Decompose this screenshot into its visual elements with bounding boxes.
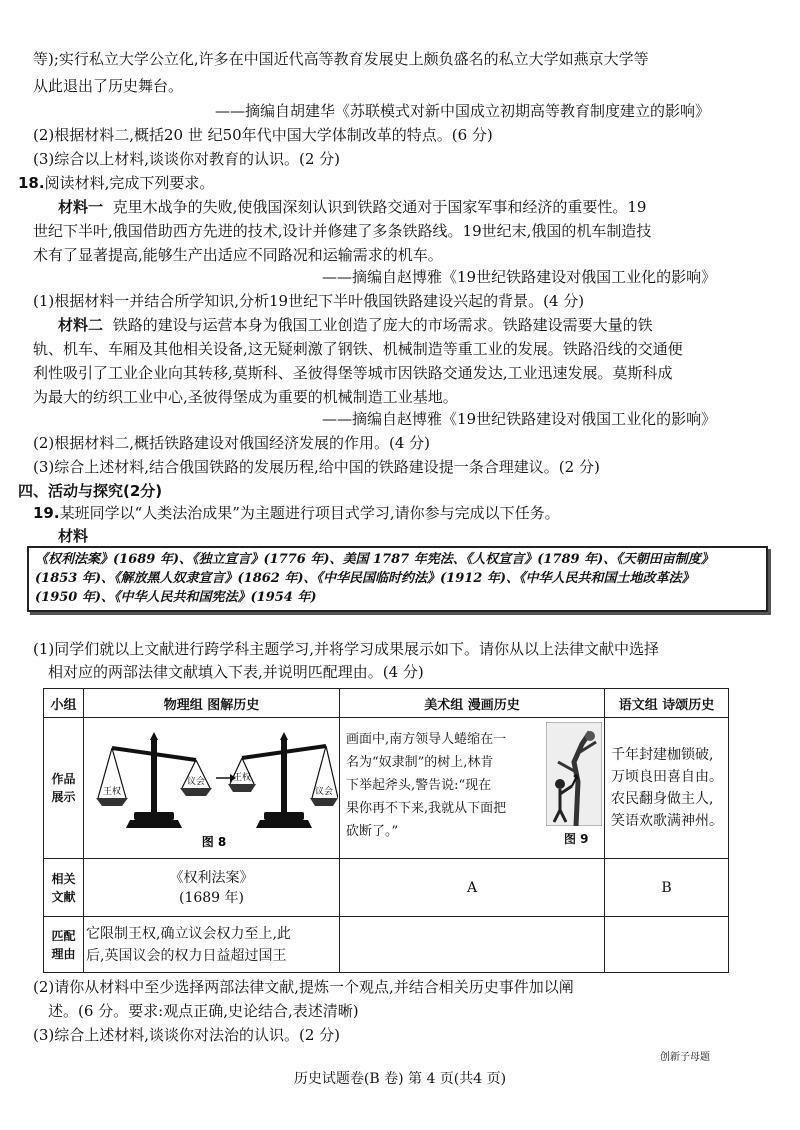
figure-9-caption: 图 9 (564, 832, 589, 846)
question-text: 相对应的两部法律文献填入下表,并说明匹配理由。(4 分) (48, 663, 424, 681)
material-label: 材料 (58, 527, 89, 545)
material-label: 材料二 (58, 316, 104, 334)
question-text: (1)根据材料一并结合所学知识,分析19世纪下半叶俄国铁路建设兴起的背景。(4 分) (33, 292, 585, 310)
poem-cell (605, 718, 729, 859)
question-text: (2)请你从材料中至少选择两部法律文献,提炼一个观点,并结合相关历史事件加以阐 (33, 978, 574, 996)
table-header-row (44, 689, 729, 718)
poem-line: 笑语欢歌满神州。 (611, 813, 723, 829)
art-cartoon-cell (340, 718, 605, 859)
cartoon-illustration (546, 722, 602, 826)
text-line: 等);实行私立大学公立化,许多在中国近代高等教育发展史上颇负盛名的私立大学如燕京大学等 (33, 50, 649, 68)
material-box (27, 546, 768, 612)
answer-blank-b[interactable]: B (605, 859, 729, 917)
material-text: 利性吸引了工业企业向其转移,莫斯科、圣彼得堡等城市因铁路交通发达,工业迅速发展。莫斯科成 (33, 364, 673, 382)
row-label-text: 展示 (51, 790, 76, 804)
material-text: 为最大的纺织工业中心,圣彼得堡成为重要的机械制造工业基地。 (33, 388, 458, 406)
figure-8-caption: 图 8 (201, 835, 227, 849)
label-king-right: 王权 (232, 773, 252, 783)
label-parliament-left: 议会 (186, 777, 206, 787)
header-cell: 美术组 漫画历史 (340, 689, 605, 718)
material-text: 术有了显著提高,能够生产出适应不同路况和运输需求的机车。 (33, 246, 443, 264)
material-box-line: (1950 年)、《中华人民共和国宪法》(1954 年) (35, 590, 317, 605)
matching-table (43, 688, 729, 973)
cartoon-text-line: 果你再不下来,我就从下面把 (346, 801, 507, 816)
question-text: (3)综合以上材料,谈谈你对教育的认识。(2 分) (33, 150, 341, 168)
material-2-line (58, 314, 653, 336)
row-label (44, 917, 84, 973)
material-label: 材料一 (58, 198, 104, 216)
label-parliament-right: 议会 (314, 787, 334, 797)
header-cell: 小组 (44, 689, 84, 718)
physics-figure-cell (84, 718, 340, 859)
balance-scale-diagram (84, 718, 338, 854)
answer-blank-a[interactable]: A (340, 859, 605, 917)
reason-blank-a[interactable] (340, 917, 605, 973)
poem (605, 744, 723, 832)
cartoon-description (346, 728, 506, 843)
material-1-line (58, 196, 646, 218)
document-year: (1689 年) (178, 889, 244, 906)
row-label (44, 718, 84, 859)
header-cell: 物理组 图解历史 (84, 689, 340, 718)
table-row (44, 859, 729, 917)
material-text: 轨、机车、车厢及其他相关设备,这无疑刺激了钢铁、机械制造等重工业的发展。铁路沿线的交通便 (33, 340, 683, 358)
question-number: 19. (33, 504, 60, 522)
reason-blank-b[interactable] (605, 917, 729, 973)
poem-line: 万顷良田喜自由。 (611, 769, 723, 785)
poem-line: 农民翻身做主人, (611, 791, 714, 807)
cartoon-text-line: 名为“奴隶制”的树上,林肯 (346, 755, 494, 770)
row-label-text: 匹配 (51, 928, 76, 943)
question-text: (1)同学们就以上文献进行跨学科主题学习,并将学习成果展示如下。请你从以上法律文献中选择 (33, 640, 660, 658)
material-box-line: (1853 年)、《解放黑人奴隶宣言》(1862 年)、《中华民国临时约法》(1912 年)、《中华人民共和国土地改革法》 (35, 571, 695, 586)
material-box-line: 《权利法案》(1689 年)、《独立宣言》(1776 年)、美国 1787 年宪法、《人权宣言》(1789 年)、《天朝田亩制度》 (35, 552, 714, 567)
question-text: 述。(6 分。要求:观点正确,史论结合,表述清晰) (48, 1002, 359, 1020)
cartoon-text-line: 画面中,南方领导人蜷缩在一 (346, 732, 507, 747)
reason-cell (84, 917, 340, 973)
row-label-text: 理由 (51, 946, 76, 961)
row-label-text: 相关 (51, 871, 76, 886)
question-intro: 阅读材料,完成下列要求。 (44, 174, 215, 192)
section-heading: 四、活动与探究(2分) (18, 482, 163, 500)
question-19-header (33, 502, 560, 524)
document-cell (84, 859, 340, 917)
table-row (44, 718, 729, 859)
question-number: 18. (18, 174, 45, 192)
row-label-text: 作品 (51, 772, 76, 786)
question-text: (2)根据材料二,概括铁路建设对俄国经济发展的作用。(4 分) (33, 434, 431, 452)
question-text: (3)综合上述材料,结合俄国铁路的发展历程,给中国的铁路建设提一条合理建议。(2 分) (33, 458, 600, 476)
question-text: (2)根据材料二,概括20 世 纪50年代中国大学体制改革的特点。(6 分) (33, 126, 493, 144)
footer-note: 创新子母题 (660, 1052, 710, 1063)
source-citation: ——摘编自赵博雅《19世纪铁路建设对俄国工业化的影响》 (322, 410, 717, 428)
poem-line: 千年封建枷锁破, (611, 747, 714, 763)
cartoon-text-line: 砍断了。” (346, 824, 399, 839)
material-text: 铁路的建设与运营本身为俄国工业创造了庞大的市场需求。铁路建设需要大量的铁 (112, 316, 653, 334)
source-citation: ——摘编自赵博雅《19世纪铁路建设对俄国工业化的影响》 (322, 268, 717, 286)
row-label-text: 文献 (51, 889, 76, 904)
question-text: (3)综合上述材料,谈谈你对法治的认识。(2 分) (33, 1026, 341, 1044)
source-citation: ——摘编自胡建华《苏联模式对新中国成立初期高等教育制度建立的影响》 (215, 102, 711, 120)
reason-line: 它限制王权,确立议会权力至上,此 (86, 925, 291, 942)
material-text: 克里木战争的失败,使俄国深刻认识到铁路交通对于国家军事和经济的重要性。19 (112, 198, 647, 216)
material-text: 世纪下半叶,俄国借助西方先进的技术,设计并修建了多条铁路线。19世纪末,俄国的机车制造技 (33, 222, 652, 240)
text-line: 从此退出了历史舞台。 (33, 77, 184, 95)
page-footer: 历史试题卷(B 卷) 第 4 页(共4 页) (293, 1071, 507, 1087)
row-label (44, 859, 84, 917)
document-title: 《权利法案》 (169, 869, 254, 886)
label-king-left: 王权 (102, 787, 122, 797)
reason-line: 后,英国议会的权力日益超过国王 (86, 947, 287, 964)
question-18-header (18, 172, 214, 194)
header-cell: 语文组 诗颂历史 (605, 689, 729, 718)
table-row (44, 917, 729, 973)
cartoon-text-line: 下举起斧头,警告说:“现在 (346, 778, 492, 793)
question-intro: 某班同学以“人类法治成果”为主题进行项目式学习,请你参与完成以下任务。 (59, 504, 560, 522)
